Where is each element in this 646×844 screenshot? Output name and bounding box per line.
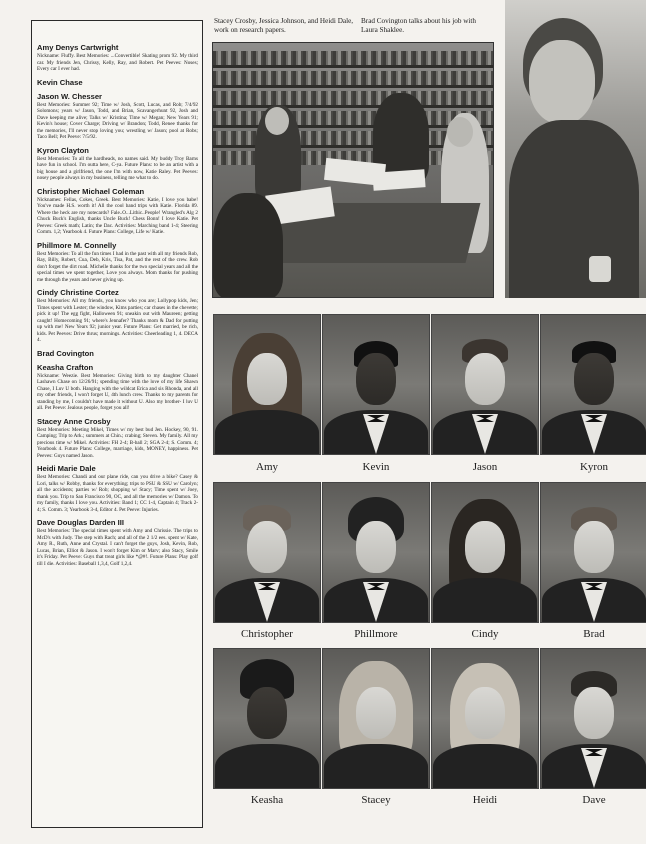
- caption-talks: Brad Covington talks about his job with Laura Shaklee.: [361, 17, 476, 34]
- bio-text: Best Memories: Meeting Mikel, Times w/ my best bud Jen. Hockey, 90, 91. Camping; Trip to Ark.; summers at Chin.; crabing; Steven. My family. All my precious time w/ Mikel. Activities: FH 2-4; B-ball 2; SGA 2-4; S. Comm. 4; Yearbook 4. Future Plans: College, marriage, kids, MONEY, happiness. Pet Peeves: Guys named Jason.: [37, 426, 198, 459]
- bio-text: Best Memories: Summer 92; Time w/ Josh, Scott, Lucas, and Rob; 7/4/92 Solomons; years w/ Jason, Todd, and Brian, Scavangerhunt 92, Josh and Dave keeping me alive; Talks w/ Kristina; Time w/ Megan; New Years 91; Kevin's house; Cover Charge; Driving w/ Brandon; Todd, Renee thanks for the memories, I'll never stop loving you; wrestling w/ Jason; pool at Robs; Taco Bell; Pet Peeve: 7/5/92.: [37, 101, 198, 140]
- bio-entry: [37, 92, 198, 141]
- bio-name: Phillmore M. Connelly: [37, 240, 117, 250]
- portrait-photo: [213, 314, 321, 455]
- bio-text: Nickname: Fluffy. Best Memories: ...Convertible! Skating prom 92. My third car. My friends Jen, Chrissy, Kelly, Ray, and Robert. Pet Peeves: Noses; Every car I ever had.: [37, 53, 198, 72]
- portrait-photo: [431, 648, 539, 789]
- portrait-name-label: Stacey: [361, 794, 391, 806]
- portrait-name-label: Jason: [472, 461, 498, 473]
- portrait-name-label: Heidi: [472, 794, 498, 806]
- bio-entry: [37, 241, 198, 284]
- bio-text: Nickname: Weezie. Best Memories: Giving birth to my daughter Chanel Lashawn Chase on 12/26/91; spending time with the love of my life Shawn Chase, I Luv U both. Hanging with the wildcat Erica and sis Rhonda, and all my other friends, I won't forget U, 4th lunch crew. Thanks to my parents for standing by me, I couldn't have made it without U. Also my brother- I luv U all. Pet Peeve: Jealous people, forget you all!: [37, 372, 198, 411]
- bio-name: Christopher Michael Coleman: [37, 186, 145, 196]
- bio-entry: [37, 417, 198, 460]
- bio-entry: [37, 146, 198, 182]
- portrait-name-label: Christopher: [241, 628, 293, 640]
- portrait-name-label: Amy: [256, 461, 278, 473]
- portrait-name-label: Kyron: [579, 461, 609, 473]
- portrait-photo: [213, 648, 321, 789]
- bio-text: Best Memories: The special times spent with Amy and Chrissie. The trips to McD's with Judy. The step with Rach; and all of the 2 1/2 ees. spent w/ Kate, Amy R., Ruth, Anne and Crystal. I can't forget the guys, Josh, Kevin, Rob, Lucas, Brian, Elliot & Jason. I won't forget Kim or Marv; also Stacy, Smile it's Friday. Pet Peeve: Guys that treat girls like *@#!. Future Plans: Play golf till I die. Activities: Baseball 1,3,4, Golf 1,2,4.: [37, 528, 198, 567]
- portrait-name-label: Keasha: [250, 794, 284, 806]
- portrait-photo: [322, 482, 430, 623]
- bio-name: Heidi Marie Dale: [37, 464, 96, 473]
- portrait-name-label: Dave: [582, 794, 606, 806]
- candid-photo-library: [212, 42, 494, 298]
- portrait-photo: [540, 314, 646, 455]
- portrait-photo: [431, 314, 539, 455]
- candid-photo-brad: [505, 0, 646, 298]
- portrait-photo: [322, 648, 430, 789]
- bio-name: Cindy Christine Cortez: [37, 288, 119, 297]
- caption-research: Stacey Crosby, Jessica Johnson, and Heidi Dale, work on research papers.: [214, 17, 354, 34]
- portrait-photo: [322, 314, 430, 455]
- bio-name: Amy Denys Cartwright: [37, 43, 119, 52]
- senior-bios-column: [31, 20, 203, 828]
- bio-entry: [37, 43, 198, 73]
- bio-entry: [37, 187, 198, 236]
- bio-entry: [37, 464, 198, 513]
- bio-name: Kevin Chase: [37, 77, 83, 87]
- portrait-photo: [540, 648, 646, 789]
- bio-name: Jason W. Chesser: [37, 91, 102, 101]
- bio-entry: [37, 78, 198, 87]
- bio-name: Brad Covington: [37, 348, 94, 358]
- bio-text: Best Memories: All my friends, you know who you are; Lollypop kids, Jen; Times spent with Lester; the window, Kims parties; car chases in the chevette; pick it up! The egg fight, Halloween 91; sneakin out with Maureen; getting caught! Homecoming 91; where's Jennafer? Thanks mom & Dad for putting up with me! New Years 92; junior year. Future Plans: Get married, be rich, kids. Pet Peeves: Drive thrus; mornings. Activities: Cheerleading 1, 4. DECA 4.: [37, 298, 198, 343]
- bio-name: Stacey Anne Crosby: [37, 416, 111, 426]
- bio-name: Kyron Clayton: [37, 145, 89, 155]
- bio-entry: [37, 349, 198, 358]
- portrait-photo: [213, 482, 321, 623]
- bio-entry: [37, 288, 198, 344]
- portrait-name-label: Brad: [583, 628, 605, 640]
- bio-name: Keasha Crafton: [37, 362, 94, 372]
- bio-text: Nicknames: Fellas, Cokes, Greek. Best Memories: Katie, I love you babe! You've made H.S. worth it! All the cool band trips with Katie. Florida 89. Where the heck are my notecards? Fale..O...Lithic..People! Wrangled's Alg 2 Chuck Buck's English, thanks Uncle Buck! Chess Bonn! I love Katie. Pet Peeves: Greek math; Latin; the Dac. Activities: Marching band 1-4; Steering Comm. 1,2; Yearbook 4. Future Plans: College, Life w/ Katie.: [37, 196, 198, 235]
- bio-entry: [37, 518, 198, 567]
- portrait-name-label: Kevin: [362, 461, 390, 473]
- portrait-name-label: Cindy: [471, 628, 499, 640]
- bio-entry: [37, 363, 198, 412]
- bio-name: Dave Douglas Darden III: [37, 518, 124, 527]
- bio-text: Best Memories: Chandi and our plane ride, can you drive a bike? Casey & Lori, talks w/ Robby, thanks for everything; trips to PSU & SSU w/ Carolyn; all the accidents; parties w/ Rob; shopping w/ Stacy; Time spent w/ Joey, thank you. Trip to San Francisco 90, OC, and all the memories w/ Damon. To my family, thanks I love you. Activities: Band 1; CC 1-4, Captain 4; Track 2-4; S. Comm. 3; Yearbook 3-4, Editor 4. Pet Peeve: Injuries.: [37, 474, 198, 513]
- bio-text: Best Memories: To all the fun times I had in the past with all my friends Rob, Ray, Billy, Robert, Cua, Deb, Kris, Tisa, Pat, and the rest of the crew. Rob don't forget the dirt road. Michelle thanks for the two special years and all the special times we spent together, Love you always. Mom thanks for pushing me through the years and never giving up.: [37, 250, 198, 283]
- portrait-photo: [540, 482, 646, 623]
- portrait-photo: [431, 482, 539, 623]
- portrait-name-label: Phillmore: [354, 628, 398, 640]
- bio-text: Best Memories: To all the hardheads, no names said. My buddy Troy Barns have fun in school. I'm outta here, C-ya. Future Plans: to be an artist with a big house and a girlfriend, the one I'm with now, Katie Raley. Pet Peeves: nosey people always in my business, telling me what to do.: [37, 155, 198, 181]
